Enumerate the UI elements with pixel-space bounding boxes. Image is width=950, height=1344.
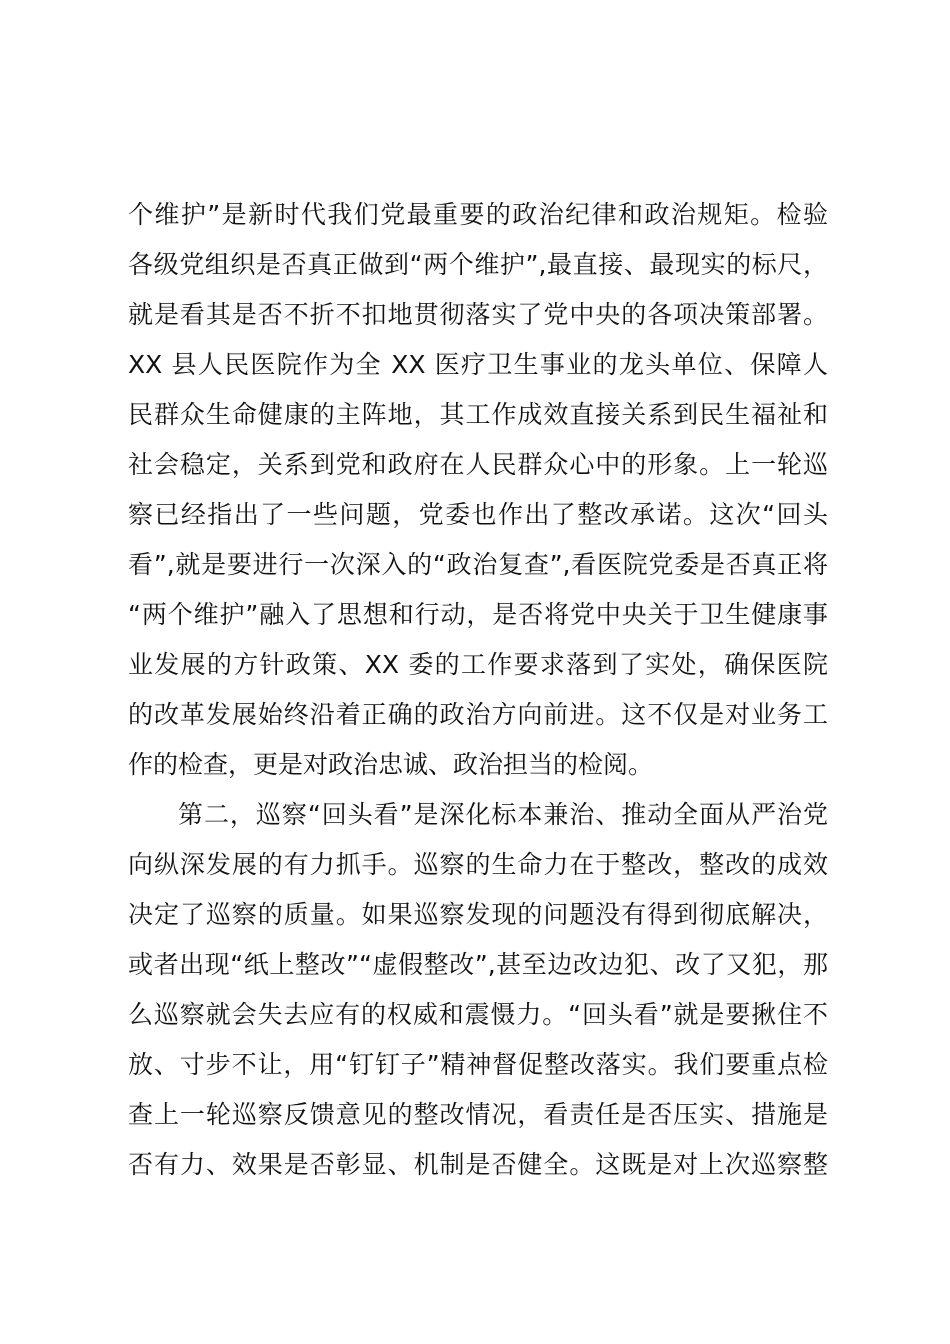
text-line: “两个维护”融入了思想和行动，是否将党中央关于卫生健康事: [128, 600, 828, 629]
text-line: 社会稳定，关系到党和政府在人民群众心中的形象。上一轮巡: [128, 450, 828, 479]
text-line: 察已经指出了一些问题，党委也作出了整改承诺。这次“回头: [128, 500, 828, 529]
paragraph-start-line: 第二，巡察“回头看”是深化标本兼治、推动全面从严治党: [178, 800, 828, 829]
text-line: 查上一轮巡察反馈意见的整改情况，看责任是否压实、措施是: [128, 1100, 828, 1129]
text-line: 向纵深发展的有力抓手。巡察的生命力在于整改，整改的成效: [128, 850, 828, 879]
text-line: 就是看其是否不折不扣地贯彻落实了党中央的各项决策部署。: [128, 300, 828, 329]
text-line: 放、寸步不让，用“钉钉子”精神督促整改落实。我们要重点检: [128, 1050, 828, 1079]
text-line: 么巡察就会失去应有的权威和震慑力。“回头看”就是要揪住不: [128, 1000, 828, 1029]
text-line: 的改革发展始终沿着正确的政治方向前进。这不仅是对业务工: [128, 700, 828, 729]
document-body: [128, 190, 828, 1190]
text-line: 决定了巡察的质量。如果巡察发现的问题没有得到彻底解决，: [128, 900, 828, 929]
text-line: 民群众生命健康的主阵地，其工作成效直接关系到民生福祉和: [128, 400, 828, 429]
text-line: 个维护”是新时代我们党最重要的政治纪律和政治规矩。检验: [128, 200, 828, 229]
text-line: 否有力、效果是否彰显、机制是否健全。这既是对上次巡察整: [128, 1150, 828, 1179]
text-line: XX 县人民医院作为全 XX 医疗卫生事业的龙头单位、保障人: [128, 350, 828, 379]
text-line: 各级党组织是否真正做到“两个维护”,最直接、最现实的标尺，: [128, 250, 828, 279]
text-line: 看”,就是要进行一次深入的“政治复查”,看医院党委是否真正将: [128, 550, 828, 579]
paragraph-end-line: 作的检查，更是对政治忠诚、政治担当的检阅。: [128, 750, 654, 779]
text-line: 或者出现“纸上整改”“虚假整改”,甚至边改边犯、改了又犯，那: [128, 950, 828, 979]
text-line: 业发展的方针政策、XX 委的工作要求落到了实处，确保医院: [128, 650, 828, 679]
